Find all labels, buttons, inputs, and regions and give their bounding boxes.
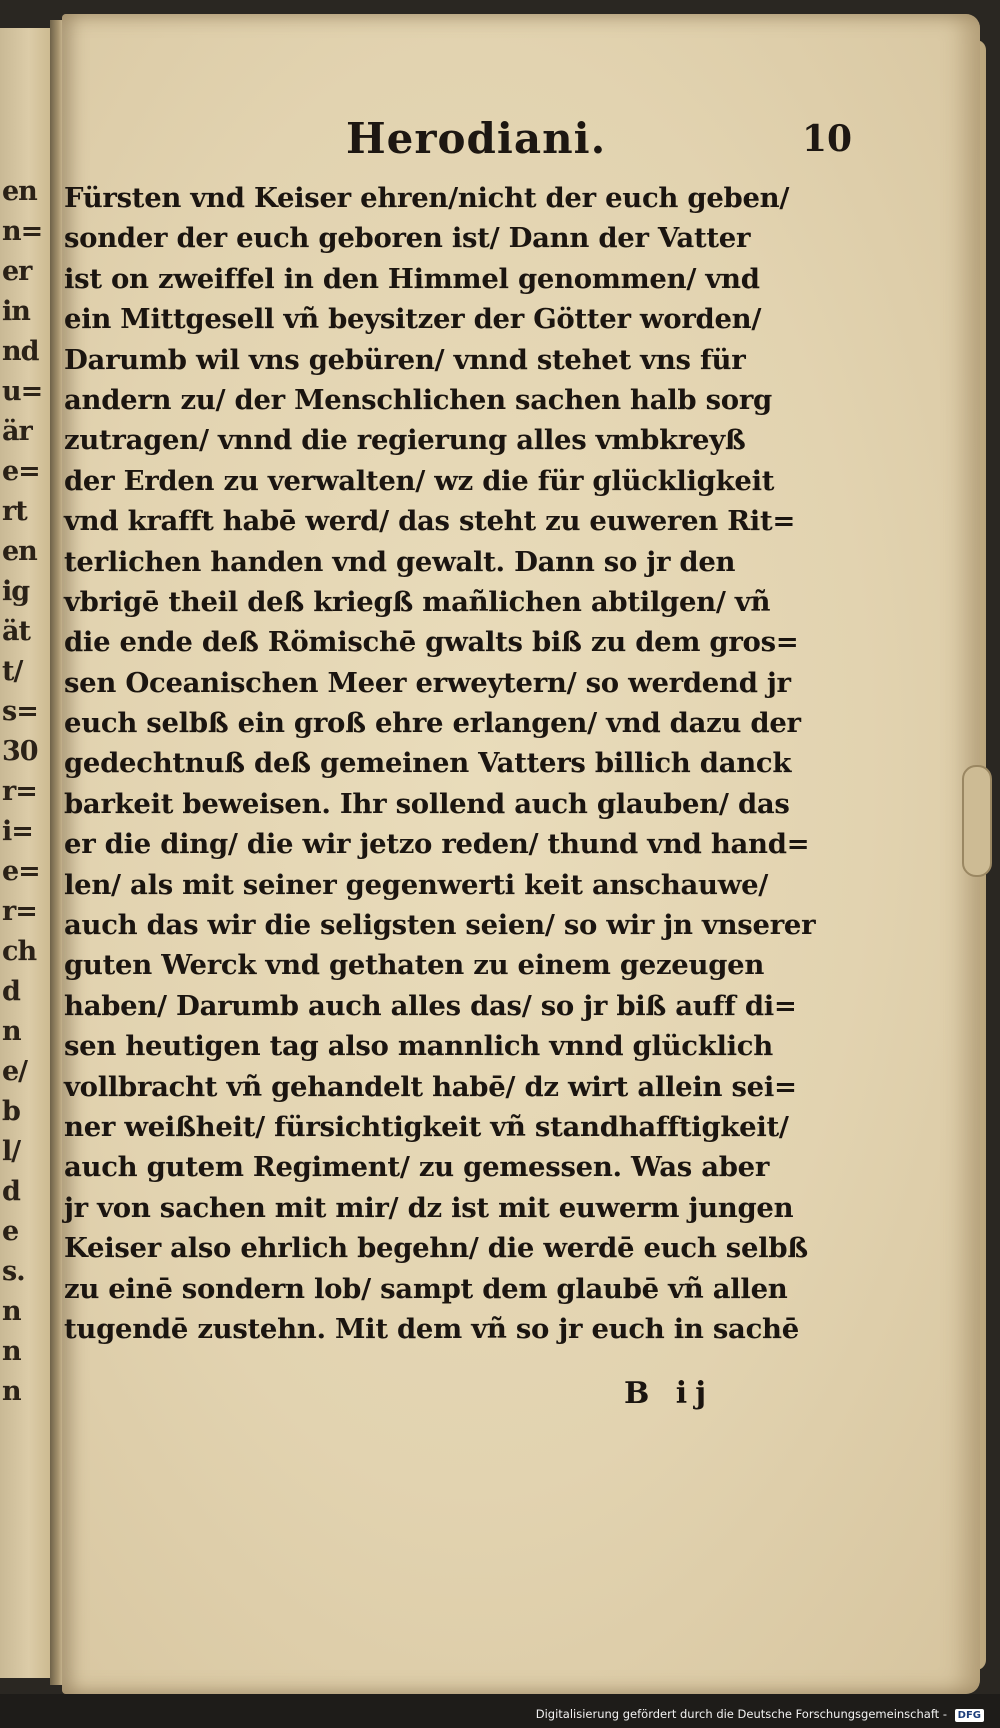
page-header bbox=[62, 114, 980, 174]
body-text bbox=[64, 178, 864, 1349]
text-line: tugendē zustehn. Mit dem vñ so jr euch in sachē bbox=[64, 1312, 799, 1345]
prev-line-ending: n bbox=[2, 1016, 21, 1047]
prev-line-ending: r= bbox=[2, 896, 37, 927]
prev-line-ending: n= bbox=[2, 216, 43, 247]
text-line: Keiser also ehrlich begehn/ die werdē euch selbß bbox=[64, 1232, 808, 1265]
text-line: barkeit beweisen. Ihr sollend auch glauben/ das bbox=[64, 787, 790, 820]
text-line: vnd krafft habē werd/ das steht zu euweren Rit= bbox=[64, 505, 796, 538]
prev-line-ending: t/ bbox=[2, 656, 23, 687]
prev-line-ending: en bbox=[2, 176, 37, 207]
text-line: vbrigē theil deß kriegß mañlichen abtilgen/ vñ bbox=[64, 585, 771, 618]
prev-line-ending: nd bbox=[2, 336, 39, 367]
prev-line-ending: ät bbox=[2, 616, 30, 647]
prev-line-ending: s. bbox=[2, 1256, 25, 1287]
prev-line-ending: ig bbox=[2, 576, 30, 607]
dfg-logo: DFG bbox=[955, 1709, 984, 1722]
prev-line-ending: e= bbox=[2, 856, 40, 887]
prev-line-ending: b bbox=[2, 1096, 20, 1127]
prev-line-ending: n bbox=[2, 1296, 21, 1327]
prev-line-ending: d bbox=[2, 976, 20, 1007]
prev-line-ending: i= bbox=[2, 816, 33, 847]
text-line: haben/ Darumb auch alles das/ so jr biß auff di= bbox=[64, 989, 797, 1022]
page-clasp bbox=[962, 765, 992, 877]
prev-line-ending: u= bbox=[2, 376, 43, 407]
text-line: sen Oceanischen Meer erweytern/ so werdend jr bbox=[64, 666, 791, 699]
text-line: andern zu/ der Menschlichen sachen halb sorg bbox=[64, 383, 772, 416]
previous-page-line-endings bbox=[0, 30, 48, 1670]
prev-line-ending: l/ bbox=[2, 1136, 21, 1167]
text-line: jr von sachen mit mir/ dz ist mit euwerm jungen bbox=[64, 1191, 794, 1224]
footer-strip bbox=[0, 1694, 1000, 1728]
text-line: er die ding/ die wir jetzo reden/ thund vnd hand= bbox=[64, 828, 810, 861]
text-line: ner weißheit/ fürsichtigkeit vñ standhafftigkeit/ bbox=[64, 1110, 789, 1143]
text-line: guten Werck vnd gethaten zu einem gezeugen bbox=[64, 949, 765, 982]
signature-mark: B ij bbox=[624, 1376, 715, 1411]
prev-line-ending: n bbox=[2, 1376, 21, 1407]
text-line: ist on zweiffel in den Himmel genommen/ vnd bbox=[64, 262, 760, 295]
text-line: auch das wir die seligsten seien/ so wir jn vnserer bbox=[64, 909, 816, 942]
prev-line-ending: d bbox=[2, 1176, 20, 1207]
prev-line-ending: en bbox=[2, 536, 37, 567]
text-line: terlichen handen vnd gewalt. Dann so jr den bbox=[64, 545, 736, 578]
text-line: der Erden zu verwalten/ wz die für glückligkeit bbox=[64, 464, 775, 497]
prev-line-ending: s= bbox=[2, 696, 38, 727]
text-line: ein Mittgesell vñ beysitzer der Götter worden/ bbox=[64, 303, 762, 336]
text-line: Darumb wil vns gebüren/ vnnd stehet vns für bbox=[64, 343, 746, 376]
prev-line-ending: e/ bbox=[2, 1056, 28, 1087]
prev-line-ending: rt bbox=[2, 496, 27, 527]
text-line: len/ als mit seiner gegenwerti keit anschauwe/ bbox=[64, 868, 769, 901]
prev-line-ending: er bbox=[2, 256, 32, 287]
text-line: Fürsten vnd Keiser ehren/nicht der euch geben/ bbox=[64, 182, 790, 214]
text-line: zutragen/ vnnd die regierung alles vmbkreyß bbox=[64, 424, 746, 457]
text-line: gedechtnuß deß gemeinen Vatters billich danck bbox=[64, 747, 792, 780]
prev-line-ending: 30 bbox=[2, 736, 38, 767]
credit-text: Digitalisierung gefördert durch die Deutsche Forschungsgemeinschaft - bbox=[535, 1707, 947, 1721]
prev-line-ending: ch bbox=[2, 936, 37, 967]
text-line: sonder der euch geboren ist/ Dann der Vatter bbox=[64, 222, 751, 255]
prev-line-ending: e bbox=[2, 1216, 19, 1247]
text-line: zu einē sondern lob/ sampt dem glaubē vñ allen bbox=[64, 1272, 788, 1305]
folio-number: 10 bbox=[802, 118, 853, 160]
prev-line-ending: n bbox=[2, 1336, 21, 1367]
prev-line-ending: r= bbox=[2, 776, 37, 807]
prev-line-ending: in bbox=[2, 296, 30, 327]
text-line: euch selbß ein groß ehre erlangen/ vnd dazu der bbox=[64, 707, 801, 740]
text-line: sen heutigen tag also mannlich vnnd glücklich bbox=[64, 1030, 773, 1063]
prev-line-ending: e= bbox=[2, 456, 40, 487]
digitization-credit bbox=[536, 1707, 984, 1722]
text-line: die ende deß Römischē gwalts biß zu dem gros= bbox=[64, 626, 799, 659]
prev-line-ending: är bbox=[2, 416, 32, 447]
text-line: auch gutem Regiment/ zu gemessen. Was aber bbox=[64, 1151, 770, 1184]
running-title: Herodiani. bbox=[346, 114, 607, 163]
text-line: vollbracht vñ gehandelt habē/ dz wirt allein sei= bbox=[64, 1070, 797, 1103]
